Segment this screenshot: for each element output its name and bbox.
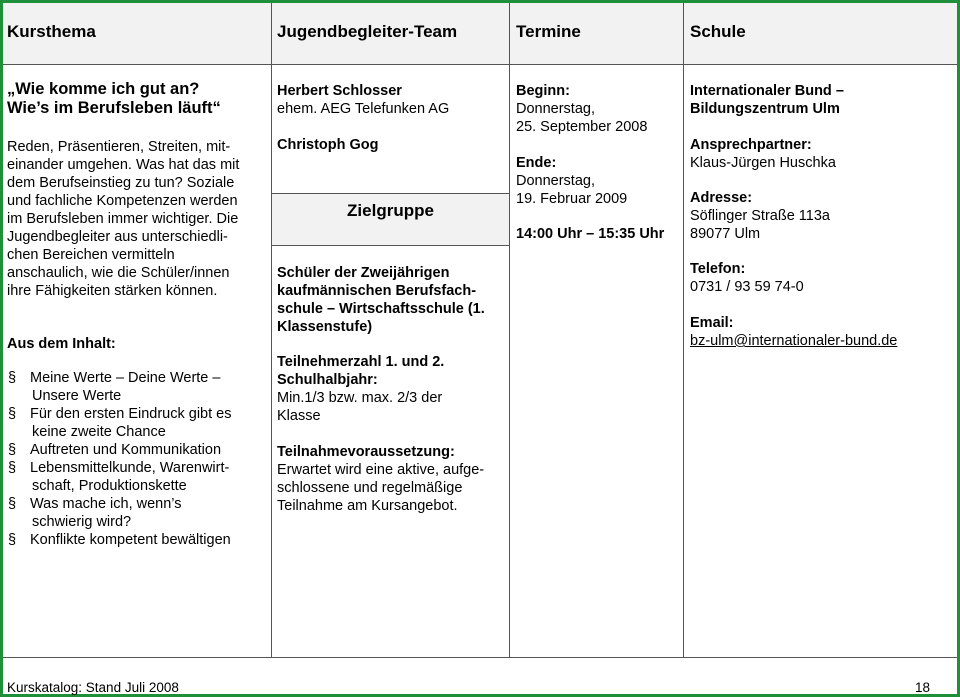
zielgruppe-target-line: kaufmännischen Berufsfach-	[277, 283, 477, 299]
course-description-line: Jugendbegleiter aus unterschiedli-	[7, 229, 228, 245]
phone-label: Telefon:	[690, 261, 746, 277]
column-divider-3	[683, 3, 684, 657]
address-label: Adresse:	[690, 190, 753, 206]
header-divider	[3, 64, 957, 65]
contact-label: Ansprechpartner:	[690, 137, 812, 153]
inhalt-bullet-item: Meine Werte – Deine Werte –	[30, 370, 221, 386]
inhalt-bullet-item: Auftreten und Kommunikation	[30, 442, 222, 458]
teilnehmer-value-line: Min.1/3 bzw. max. 2/3 der	[277, 390, 443, 406]
footer-catalog-info: Kurskatalog: Stand Juli 2008	[7, 680, 179, 695]
inhalt-bullet-item: Konflikte kompetent bewältigen	[30, 532, 231, 548]
zielgruppe-target-line: schule – Wirtschaftsschule (1.	[277, 301, 485, 317]
header-team: Jugendbegleiter-Team	[277, 22, 458, 41]
table-bottom-line	[3, 657, 957, 658]
inhalt-bullet-item: schwierig wird?	[32, 514, 132, 530]
teilnehmer-heading-line: Teilnehmerzahl 1. und 2.	[277, 354, 445, 370]
team-person-2-name: Christoph Gog	[277, 137, 379, 153]
team-divider	[272, 193, 509, 194]
inhalt-bullet-item: Lebensmittelkunde, Warenwirt-	[30, 460, 230, 476]
zielgruppe-title: Zielgruppe	[347, 201, 434, 220]
course-description-line: im Berufsleben immer wichtiger. Die	[7, 211, 239, 227]
school-name-line-2: Bildungszentrum Ulm	[690, 101, 840, 117]
page-number: 18	[914, 680, 930, 695]
contact-name: Klaus-Jürgen Huschka	[690, 155, 836, 171]
teilnehmer-value-line: Klasse	[277, 408, 321, 424]
zielgruppe-target-line: Schüler der Zweijährigen	[277, 265, 450, 281]
bullet-symbol: §	[8, 532, 17, 548]
ende-label: Ende:	[516, 155, 557, 171]
header-kursthema: Kursthema	[7, 22, 96, 41]
course-description-line: Reden, Präsentieren, Streiten, mit-	[7, 139, 231, 155]
beginn-label: Beginn:	[516, 83, 570, 99]
course-description-line: und fachliche Kompetenzen werden	[7, 193, 238, 209]
course-description-line: einander umgehen. Was hat das mit	[7, 157, 240, 173]
beginn-day: Donnerstag,	[516, 101, 595, 117]
bullet-symbol: §	[8, 406, 17, 422]
school-name-line-1: Internationaler Bund –	[690, 83, 844, 99]
column-divider-1	[271, 3, 272, 657]
inhalt-bullet-item: Unsere Werte	[32, 388, 122, 404]
inhalt-bullet-item: Für den ersten Eindruck gibt es	[30, 406, 232, 422]
bullet-symbol: §	[8, 496, 17, 512]
table-header-row	[3, 3, 957, 64]
header-termine: Termine	[516, 22, 581, 41]
course-title-line-1: „Wie komme ich gut an?	[7, 80, 200, 98]
course-time: 14:00 Uhr – 15:35 Uhr	[516, 226, 665, 242]
phone-number: 0731 / 93 59 74-0	[690, 279, 804, 295]
bullet-symbol: §	[8, 460, 17, 476]
voraussetzung-value-line: Teilnahme am Kursangebot.	[277, 498, 458, 514]
bullet-symbol: §	[8, 442, 17, 458]
address-line-2: 89077 Ulm	[690, 226, 761, 242]
inhalt-bullet-item: schaft, Produktionskette	[32, 478, 187, 494]
beginn-date: 25. September 2008	[516, 119, 648, 135]
ende-day: Donnerstag,	[516, 173, 595, 189]
inhalt-bullet-item: keine zweite Chance	[32, 424, 166, 440]
course-description-line: ihre Fähigkeiten stärken können.	[7, 283, 218, 299]
voraussetzung-value-line: Erwartet wird eine aktive, aufge-	[277, 462, 485, 478]
inhalt-bullet-item: Was mache ich, wenn’s	[30, 496, 182, 512]
voraussetzung-value-line: schlossene und regelmäßige	[277, 480, 463, 496]
zielgruppe-divider	[272, 245, 509, 246]
voraussetzung-heading: Teilnahmevoraussetzung:	[277, 444, 455, 460]
course-description-line: dem Berufseinstieg zu tun? Soziale	[7, 175, 235, 191]
team-person-1-name: Herbert Schlosser	[277, 83, 402, 99]
address-line-1: Söflinger Straße 113a	[690, 208, 830, 224]
bullet-symbol: §	[8, 370, 17, 386]
column-divider-2	[509, 3, 510, 657]
course-title-line-2: Wie’s im Berufsleben läuft“	[7, 99, 221, 117]
ende-date: 19. Februar 2009	[516, 191, 628, 207]
header-schule: Schule	[690, 22, 746, 41]
team-person-1-org: ehem. AEG Telefunken AG	[277, 101, 450, 117]
course-description-line: chen Bereichen vermitteln	[7, 247, 175, 263]
zielgruppe-target-line: Klassenstufe)	[277, 319, 373, 335]
inhalt-heading: Aus dem Inhalt:	[7, 336, 116, 352]
teilnehmer-heading-line: Schulhalbjahr:	[277, 372, 378, 388]
email-label: Email:	[690, 315, 734, 331]
email-link[interactable]: bz-ulm@internationaler-bund.de	[690, 333, 898, 349]
course-description-line: anschaulich, wie die Schüler/innen	[7, 265, 230, 281]
